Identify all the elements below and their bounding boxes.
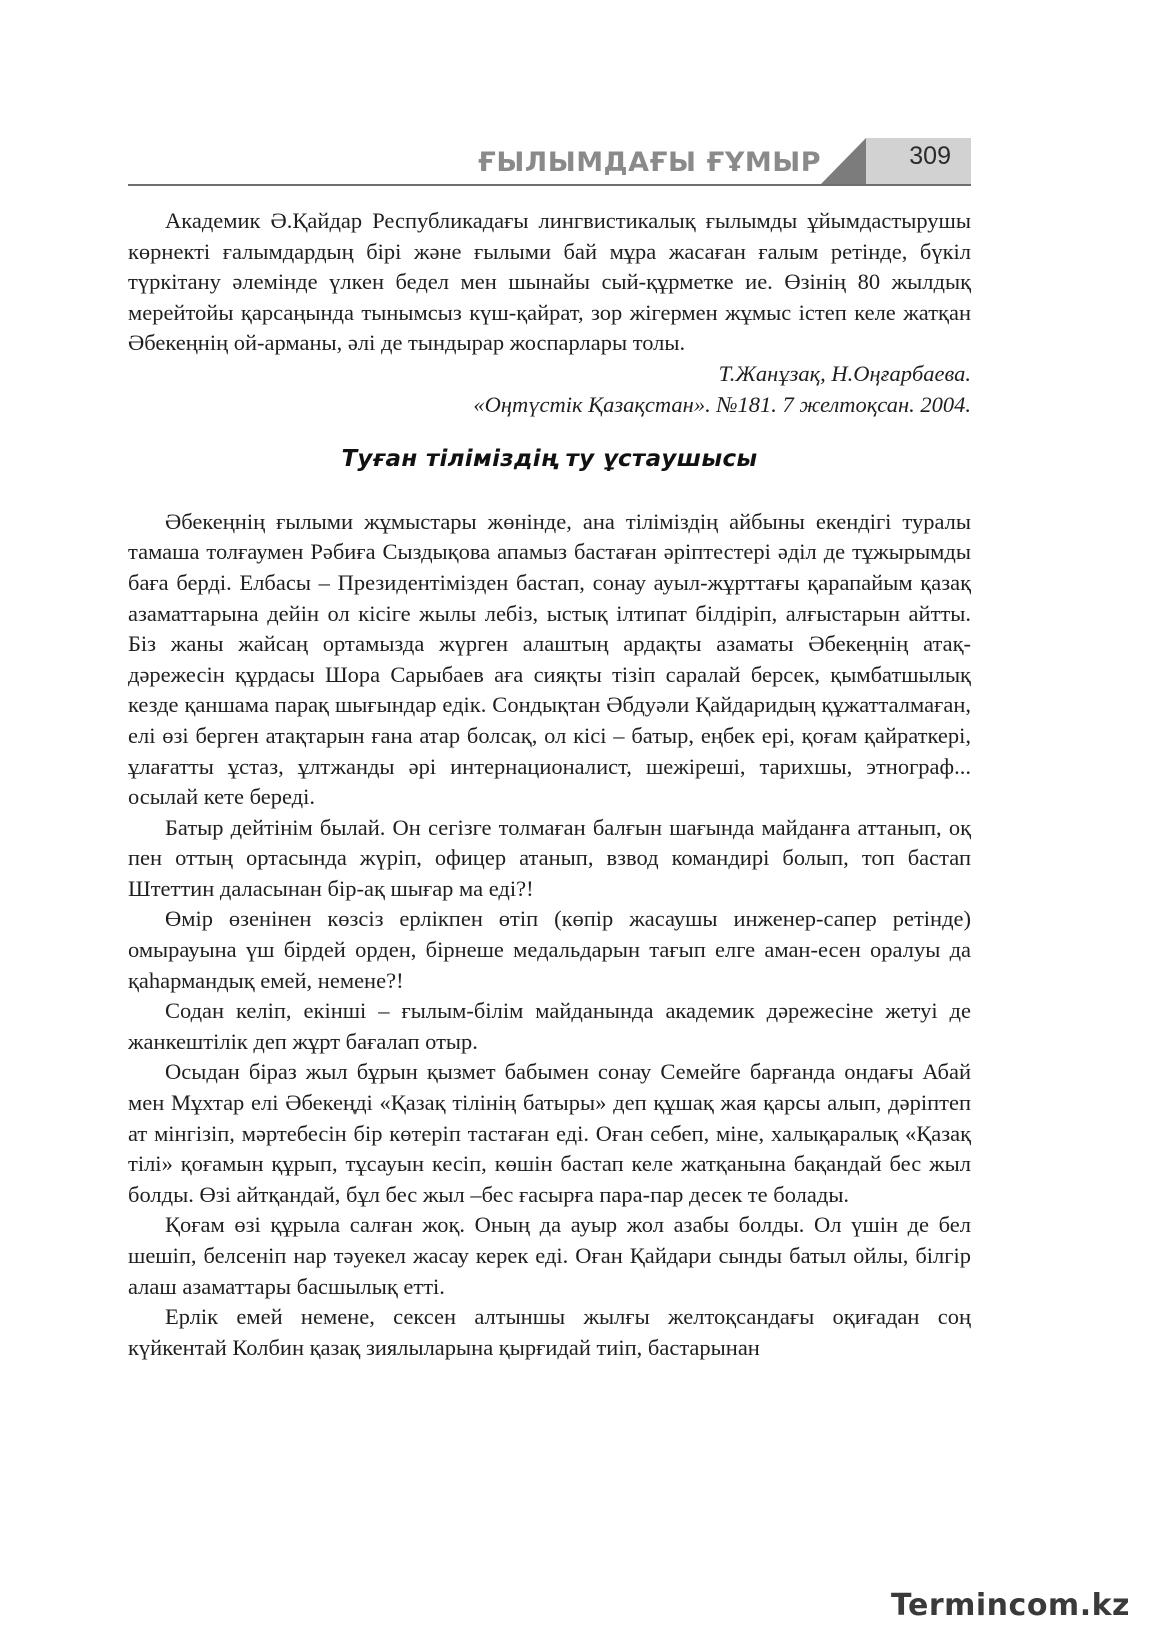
page-number: 309 (909, 142, 951, 170)
article-paragraph: Қоғам өзі құрыла салған жоқ. Оның да ауыр жол азабы болды. Ол үшін де бел шешіп, белсеніп нар тәуекел жасау керек еді. Оған Қайдари сынды батыл ойлы, білгір алаш азаматтары басшылық етті. (128, 1212, 971, 1299)
article-paragraph: Әбекеңнің ғылыми жұмыстары жөнінде, ана тіліміздің айбыны екендігі туралы тамаша толғаумен Рәбиға Сыздықова апамыз бастаған әріптестері әділ де тұжырымды баға берді. Елбасы – Президентімізден бастап, сонау ауыл-жұрттағы қарапайым қазақ азаматтарына дейін ол кісіге жылы лебіз, ыстық ілтипат білдіріп, алғыстарын айтты. Біз жаны жайсаң ортамызда жүрген алаштың ардақты азаматы Әбекеңнің атақ-дәрежесін құрдасы Шора Сарыбаев аға сияқты тізіп саралай берсек, қымбатшылық кезде қаншама парақ шығындар едік. Сондықтан Әбдуәли Қайдаридың құжатталмаған, елі өзі берген атақтарын ғана атар болсақ, ол кісі – батыр, еңбек ері, қоғам қайраткері, ұлағатты ұстаз, ұлтжанды әрі интернационалист, шежіреші, тарихшы, этнограф... осылай кете береді. (128, 508, 971, 810)
article-title: Туған тіліміздің ту ұстаушысы (341, 446, 758, 473)
article-paragraph: Батыр дейтінім былай. Он сегізге толмаған балғын шағында майданға аттанып, оқ пен оттың ортасында жүріп, офицер атанып, взвод командирі болып, топ бастап Штеттин даласынан бір-ақ шығар ма еді?! (128, 814, 971, 901)
article-paragraph: Өмір өзенінен көзсіз ерлікпен өтіп (көпір жасаушы инженер-сапер ретінде) омырауына үш бірдей орден, бірнеше медальдарын тағып елге аман-есен оралуы да қаһармандық емей, немене?! (128, 906, 971, 993)
page-body (128, 206, 971, 1363)
attribution-source: «Оңтүстік Қазақстан». №181. 7 желтоқсан. 2004. (473, 391, 971, 417)
running-header (128, 138, 971, 186)
watermark-logo: Termincom.kz (891, 1588, 1130, 1623)
header-rule (128, 184, 971, 186)
article-paragraph: Осыдан біраз жыл бұрын қызмет бабымен сонау Семейге барғанда ондағы Абай мен Мұхтар елі Әбекеңді «Қазақ тілінің батыры» деп құшақ жая қарсы алып, дәріптеп ат мінгізіп, мәртебесін бір көтеріп тастаған еді. Оған себеп, міне, халықаралық «Қазақ тілі» қоғамын құрып, тұсауын кесіп, көшін бастап келе жатқанына бақандай бес жыл болды. Өзі айтқандай, бұл бес жыл –бес ғасырға пара-пар десек те болады. (128, 1059, 971, 1207)
intro-paragraph: Академик Ә.Қайдар Республикадағы лингвистикалық ғылымды ұйымдастырушы көрнекті ғалымдардың бірі және ғылыми бай мұра жасаған ғалым ретінде, бүкіл түркітану әлемінде үлкен бедел мен шынайы сый-құрметке ие. Өзінің 80 жылдық мерейтойы қарсаңында тынымсыз күш-қайрат, зор жігермен жұмыс істеп келе жатқан Әбекеңнің ой-арманы, әлі де тындырар жоспарлары толы. (128, 208, 971, 356)
article-paragraph: Ерлік емей немене, сексен алтыншы жылғы желтоқсандағы оқиғадан соң күйкентай Колбин қазақ зиялыларына қырғидай тиіп, бастарынан (128, 1304, 971, 1360)
attribution-authors: Т.Жанұзақ, Н.Оңғарбаева. (718, 360, 971, 386)
header-section-title: ҒЫЛЫМДАҒЫ ҒҰМЫР (477, 147, 821, 178)
article-paragraph: Содан келіп, екінші – ғылым-білім майданында академик дәрежесіне жетуі де жанкештілік деп жұрт бағалап отыр. (128, 998, 971, 1054)
